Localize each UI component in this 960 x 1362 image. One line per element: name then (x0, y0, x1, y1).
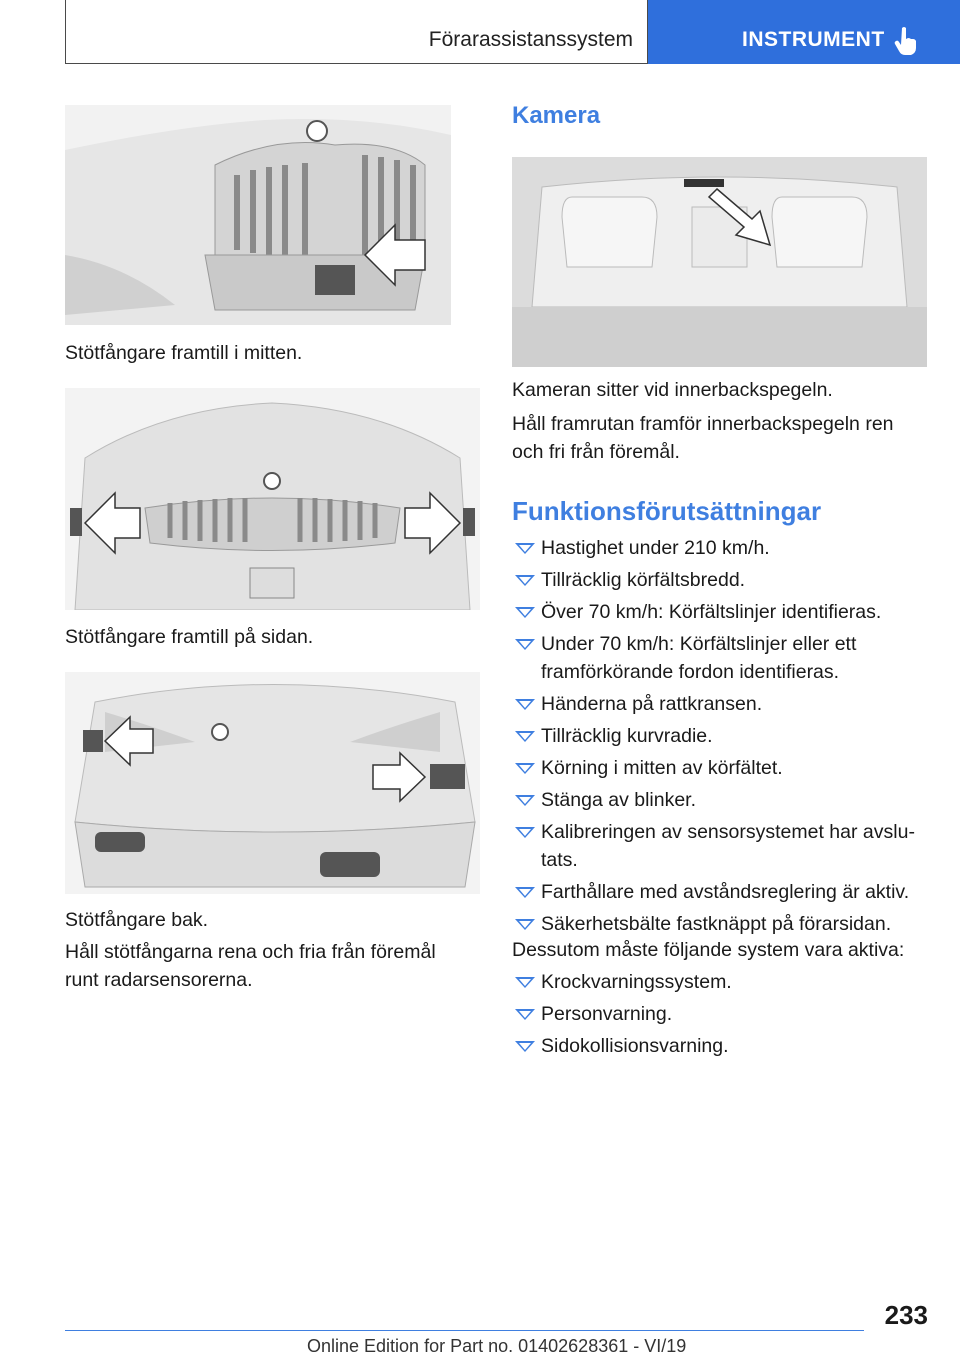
triangle-bullet-icon (515, 1009, 535, 1020)
caption-rear: Stötfångare bak. (65, 909, 209, 931)
list-item: Tillräcklig körfältsbredd. (512, 566, 927, 594)
list-item: Händerna på rattkransen. (512, 690, 927, 718)
triangle-bullet-icon (515, 827, 535, 838)
heading-funktionsforutsattningar: Funktionsförutsättningar (512, 496, 822, 526)
triangle-bullet-icon (515, 731, 535, 742)
triangle-bullet-icon (515, 575, 535, 586)
conditions-list (512, 534, 927, 942)
triangle-bullet-icon (515, 795, 535, 806)
camera-figure (512, 157, 927, 367)
list-item: Krockvarningssystem. (512, 968, 927, 996)
list-item: Hastighet under 210 km/h. (512, 534, 927, 562)
chapter-title: INSTRUMENT (742, 28, 885, 51)
also-paragraph: Dessutom måste följande system vara aktiva: (512, 939, 905, 961)
list-item: Sidokollisionsvarning. (512, 1032, 927, 1060)
header-chapter-tab[interactable] (648, 0, 960, 64)
footer-divider (65, 1330, 864, 1331)
pointing-hand-icon (893, 26, 919, 56)
list-item: Under 70 km/h: Körfältslinjer eller ett framförkörande fordon identifieras. (512, 630, 927, 686)
kamera-paragraph-2: Håll framrutan framför innerbackspegeln ren och fri från föremål. (512, 413, 894, 463)
header-section-tab (65, 0, 648, 64)
camera-interior-illustration (512, 157, 927, 367)
triangle-bullet-icon (515, 1041, 535, 1052)
footer-edition: Online Edition for Part no. 01402628361 - VI/19 (307, 1336, 687, 1356)
front-center-bumper-illustration (65, 105, 451, 325)
front-side-bumper-figure (65, 388, 480, 610)
caption-front-side: Stötfångare framtill på sidan. (65, 626, 314, 648)
list-item: Säkerhetsbälte fastknäppt på förarsidan. (512, 910, 927, 938)
kamera-paragraph-1: Kameran sitter vid innerbackspegeln. (512, 379, 833, 401)
triangle-bullet-icon (515, 607, 535, 618)
triangle-bullet-icon (515, 639, 535, 650)
heading-kamera: Kamera (512, 102, 601, 129)
rear-bumper-illustration (65, 672, 480, 894)
triangle-bullet-icon (515, 763, 535, 774)
front-side-bumper-illustration (65, 388, 480, 610)
front-center-bumper-figure (65, 105, 451, 325)
list-item: Över 70 km/h: Körfältslinjer identifieras. (512, 598, 927, 626)
list-item: Personvarning. (512, 1000, 927, 1028)
list-item: Stänga av blinker. (512, 786, 927, 814)
list-item: Tillräcklig kurvradie. (512, 722, 927, 750)
triangle-bullet-icon (515, 977, 535, 988)
triangle-bullet-icon (515, 543, 535, 554)
list-item: Kalibreringen av sensorsystemet har avslutats. (512, 818, 927, 874)
triangle-bullet-icon (515, 919, 535, 930)
list-item: Farthållare med avståndsreglering är aktiv. (512, 878, 927, 906)
list-item: Körning i mitten av körfältet. (512, 754, 927, 782)
triangle-bullet-icon (515, 887, 535, 898)
section-title: Förarassistanssystem (428, 28, 633, 51)
systems-list (512, 968, 927, 1064)
triangle-bullet-icon (515, 699, 535, 710)
caption-front-center: Stötfångare framtill i mitten. (65, 342, 303, 364)
page-number: 233 (884, 1300, 928, 1330)
left-paragraph: Håll stötfångarna rena och fria från föremål runt radarsensorerna. (65, 941, 436, 991)
rear-bumper-figure (65, 672, 480, 894)
